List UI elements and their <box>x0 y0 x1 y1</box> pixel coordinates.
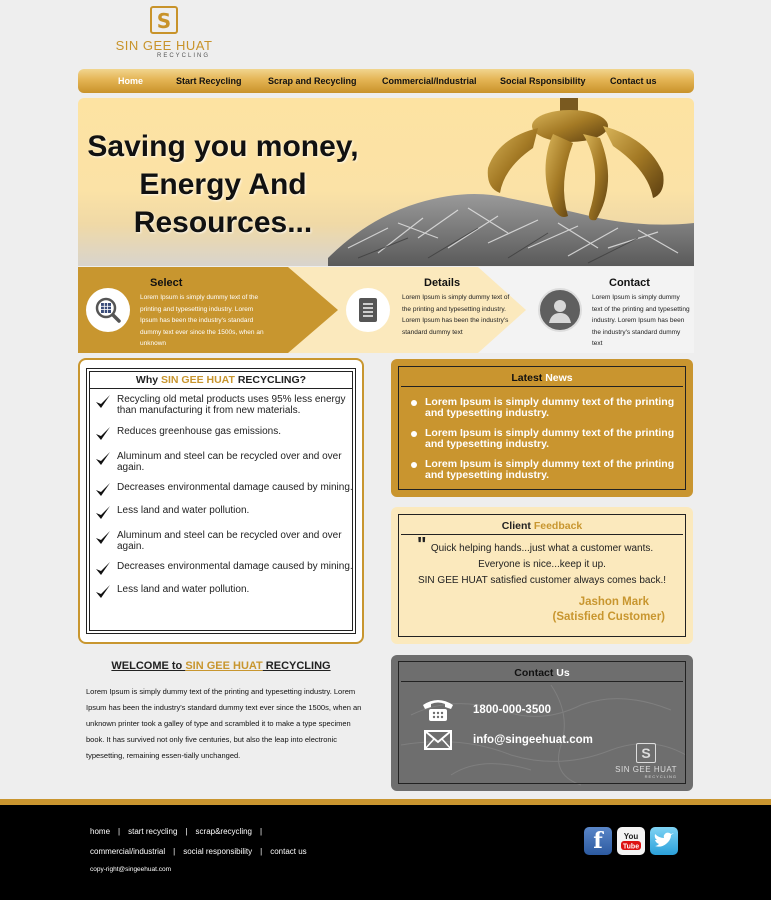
step-title-contact: Contact <box>609 277 650 289</box>
nav-social-responsibility[interactable]: Social Rsponsibility <box>500 76 586 86</box>
nav-start-recycling[interactable]: Start Recycling <box>176 76 242 86</box>
logo-mark-icon: S <box>636 743 656 763</box>
step-text-contact: Lorem Ipsum is simply dummy text of the printing and typesetting industry. Lorem Ipsum has been the industry's standard dummy text <box>592 294 690 347</box>
list-item: Decreases environmental damage caused by mining. <box>87 561 355 572</box>
svg-text:Tube: Tube <box>622 843 640 851</box>
svg-text:You: You <box>623 832 639 841</box>
logo-subtitle: RECYCLING <box>156 53 210 59</box>
envelope-icon <box>421 729 455 751</box>
why-heading: Why SIN GEE HUAT RECYCLING? <box>89 371 353 389</box>
hero-banner <box>78 98 694 266</box>
telephone-icon <box>421 697 455 723</box>
client-feedback-panel <box>391 507 693 644</box>
list-item: Recycling old metal products uses 95% less energy than manufacturing it from new materials. <box>87 394 355 416</box>
twitter-icon[interactable] <box>650 827 678 855</box>
latest-news-panel <box>391 359 693 497</box>
nav-contact-us[interactable]: Contact us <box>610 76 657 86</box>
hero-line-1: Saving you money, <box>87 130 359 163</box>
checkmark-icon <box>95 584 111 600</box>
step-text-details: Lorem Ipsum is simply dummy text of the printing and typesetting industry. Lorem Ipsum has been the industry's standard dummy text <box>402 294 510 336</box>
contact-email: info@singeehuat.com <box>473 734 593 746</box>
news-heading: Latest News <box>401 369 683 387</box>
youtube-icon[interactable] <box>617 827 645 855</box>
checkmark-icon <box>95 505 111 521</box>
quote-mark-icon: " <box>417 534 427 556</box>
hero-headline <box>78 128 368 242</box>
list-item: Less land and water pollution. <box>87 505 355 516</box>
why-list <box>87 394 355 595</box>
copyright-text: copy-right@singeehuat.com <box>90 866 172 873</box>
nav-home[interactable]: Home <box>118 76 144 86</box>
footer-link-contact-us[interactable]: contact us <box>270 847 307 856</box>
feedback-heading: Client Feedback <box>401 517 683 535</box>
list-item: Reduces greenhouse gas emissions. <box>87 426 355 437</box>
user-avatar-icon <box>538 288 582 332</box>
checkmark-icon <box>95 530 111 546</box>
news-item[interactable]: Lorem Ipsum is simply dummy text of the printing and typesetting industry. <box>407 397 677 419</box>
news-list <box>399 387 685 481</box>
contact-heading: Contact Us <box>401 664 683 682</box>
checkmark-icon <box>95 561 111 577</box>
hero-line-2: Energy And <box>139 168 307 201</box>
welcome-text: Lorem Ipsum is simply dummy text of the printing and typesetting industry. Lorem Ipsum has been the industry's standard dummy text ever since the 1500s, when an unknown printer took a galley of type and scrambled it to make a type specimen book. It has survived not only five centuries, but also the leap into electronic typesetting, remaining essen-tially unchanged. <box>86 687 362 760</box>
hero-line-3: Resources... <box>133 206 313 239</box>
news-item[interactable]: Lorem Ipsum is simply dummy text of the printing and typesetting industry. <box>407 428 677 450</box>
logo-name: SIN GEE HUAT <box>115 38 213 53</box>
news-item[interactable]: Lorem Ipsum is simply dummy text of the printing and typesetting industry. <box>407 459 677 481</box>
step-title-details: Details <box>424 277 461 289</box>
welcome-section <box>78 660 364 764</box>
site-logo[interactable] <box>112 6 216 62</box>
footer-link-social-responsibility[interactable]: social responsibility <box>183 847 253 856</box>
list-item: Decreases environmental damage caused by mining. <box>87 482 355 493</box>
process-steps <box>78 267 694 353</box>
contact-logo: S SIN GEE HUAT RECYCLING <box>615 745 677 779</box>
contact-phone-row[interactable] <box>421 697 551 723</box>
site-footer <box>0 805 771 900</box>
checkmark-icon <box>95 482 111 498</box>
document-icon <box>346 288 390 332</box>
step-text-select: Lorem Ipsum is simply dummy text of the printing and typesetting industry. Lorem Ipsum has been the industry's standard dummy text ever since the 1500s, when an unknown <box>140 294 264 347</box>
footer-link-commercial-industrial[interactable]: commercial/industrial <box>90 847 166 856</box>
step-title-select: Select <box>150 277 183 289</box>
testimonial-quote: " Quick helping hands...just what a customer wants. Everyone is nice...keep it up. SIN GEE HUAT satisfied customer always comes back.! <box>417 534 667 586</box>
logo-mark-icon <box>150 6 178 34</box>
checkmark-icon <box>95 451 111 467</box>
checkmark-icon <box>95 426 111 442</box>
scrap-grabber-image <box>328 98 694 266</box>
nav-commercial-industrial[interactable]: Commercial/Industrial <box>382 76 477 86</box>
nav-scrap-and-recycling[interactable]: Scrap and Recycling <box>268 76 357 86</box>
footer-link-start-recycling[interactable]: start recycling <box>128 827 178 836</box>
contact-us-panel <box>391 655 693 791</box>
list-item: Aluminum and steel can be recycled over and over again. <box>87 530 355 552</box>
facebook-icon[interactable]: f <box>584 827 612 855</box>
footer-nav-row-2: commercial/industrial | social responsibility | contact us <box>90 847 307 856</box>
testimonial-author: Jashon Mark (Satisfied Customer) <box>552 596 665 623</box>
footer-link-scrap-recycling[interactable]: scrap&recycling <box>195 827 252 836</box>
main-nav <box>78 69 694 93</box>
footer-link-home[interactable]: home <box>90 827 111 836</box>
list-item: Aluminum and steel can be recycled over and over again. <box>87 451 355 473</box>
why-recycling-panel <box>78 358 364 644</box>
footer-nav-row-1: home | start recycling | scrap&recycling | <box>90 827 263 836</box>
contact-phone: 1800-000-3500 <box>473 704 552 716</box>
welcome-heading: WELCOME to SIN GEE HUAT RECYCLING <box>111 660 331 672</box>
search-icon <box>86 288 130 332</box>
checkmark-icon <box>95 394 111 410</box>
contact-email-row[interactable] <box>421 729 593 751</box>
list-item: Less land and water pollution. <box>87 584 355 595</box>
